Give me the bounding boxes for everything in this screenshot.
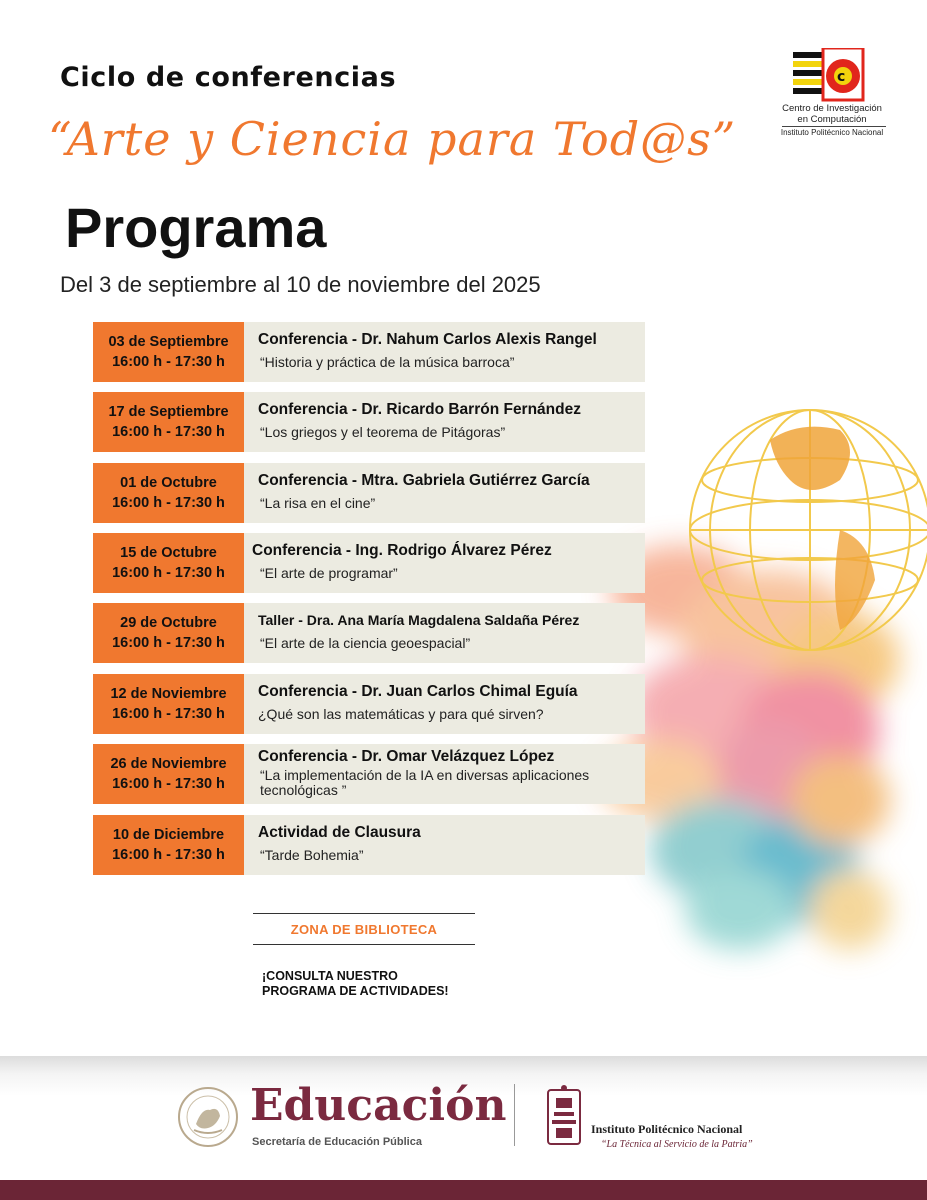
- event-time: 16:00 h - 17:30 h: [112, 706, 225, 722]
- event-date-box: [93, 533, 244, 593]
- venue-label: ZONA DE BIBLIOTECA: [290, 922, 438, 937]
- event-date-box: [93, 815, 244, 875]
- event-info: [244, 533, 645, 593]
- event-title: Conferencia - Dr. Omar Velázquez López: [258, 748, 555, 765]
- event-date: 01 de Octubre: [120, 475, 217, 491]
- series-title: Ciclo de conferencias: [60, 62, 397, 93]
- event-title: Taller - Dra. Ana María Magdalena Saldaña Pérez: [258, 612, 580, 628]
- education-wordmark: Educación: [250, 1080, 507, 1131]
- event-series-name: “Arte y Ciencia para Tod@s”: [48, 112, 737, 166]
- event-row: [93, 392, 645, 452]
- event-date: 03 de Septiembre: [108, 334, 229, 350]
- cic-name: [772, 103, 892, 125]
- event-subtitle: “La implementación de la IA en diversas aplicaciones tecnológicas ”: [260, 767, 590, 798]
- event-title: Actividad de Clausura: [258, 824, 421, 841]
- program-dates: Del 3 de septiembre al 10 de noviembre del 2025: [60, 272, 541, 297]
- event-time: 16:00 h - 17:30 h: [112, 495, 225, 511]
- svg-text:c: c: [837, 69, 846, 85]
- event-row: [93, 815, 645, 875]
- event-row: [93, 322, 645, 382]
- event-subtitle: “La risa en el cine”: [260, 495, 376, 511]
- event-title: Conferencia - Dr. Ricardo Barrón Fernández: [258, 401, 581, 418]
- cta-line2: PROGRAMA DE ACTIVIDADES!: [262, 984, 449, 998]
- cic-institute: Instituto Politécnico Nacional: [780, 128, 884, 137]
- event-time: 16:00 h - 17:30 h: [112, 635, 225, 651]
- cic-logo: [793, 48, 865, 104]
- event-time: 16:00 h - 17:30 h: [112, 424, 225, 440]
- event-title: Conferencia - Dr. Juan Carlos Chimal Eguía: [258, 683, 578, 700]
- event-subtitle: ¿Qué son las matemáticas y para qué sirven?: [258, 706, 544, 722]
- event-date-box: [93, 392, 244, 452]
- event-subtitle: “Historia y práctica de la música barroca”: [260, 354, 515, 370]
- event-row: [93, 533, 645, 593]
- event-row: [93, 674, 645, 734]
- event-date-box: [93, 463, 244, 523]
- event-date-box: [93, 322, 244, 382]
- event-row: [93, 603, 645, 663]
- call-to-action: [262, 969, 502, 999]
- event-info: [244, 815, 645, 875]
- event-date: 17 de Septiembre: [108, 404, 229, 420]
- event-date-box: [93, 674, 244, 734]
- event-date: 10 de Diciembre: [112, 827, 225, 843]
- cic-name-line2: en Computación: [797, 114, 867, 125]
- event-date-box: [93, 744, 244, 804]
- venue-bottom-rule: [253, 944, 475, 945]
- event-subtitle: “Tarde Bohemia”: [260, 847, 364, 863]
- venue-top-rule: [253, 913, 475, 914]
- event-row: [93, 463, 645, 523]
- event-date: 26 de Noviembre: [110, 756, 227, 772]
- event-info: [244, 322, 645, 382]
- bottom-bar: [0, 1180, 927, 1200]
- event-subtitle: “El arte de programar”: [260, 565, 398, 581]
- event-row: [93, 744, 645, 804]
- event-title: Conferencia - Dr. Nahum Carlos Alexis Rangel: [258, 331, 597, 348]
- ipn-name: Instituto Politécnico Nacional: [591, 1122, 743, 1136]
- event-time: 16:00 h - 17:30 h: [112, 776, 225, 792]
- event-date: 29 de Octubre: [120, 615, 217, 631]
- event-time: 16:00 h - 17:30 h: [112, 354, 225, 370]
- event-date: 12 de Noviembre: [110, 686, 227, 702]
- program-heading: Programa: [65, 196, 327, 259]
- sep-name: Secretaría de Educación Pública: [252, 1136, 422, 1148]
- cta-line1: ¡CONSULTA NUESTRO: [262, 969, 398, 983]
- event-time: 16:00 h - 17:30 h: [112, 565, 225, 581]
- event-info: [244, 392, 645, 452]
- footer-divider: [514, 1084, 515, 1146]
- ipn-motto: “La Técnica al Servicio de la Patria”: [601, 1139, 753, 1150]
- cic-name-line1: Centro de Investigación: [782, 103, 882, 114]
- event-title: Conferencia - Ing. Rodrigo Álvarez Pérez: [252, 542, 552, 559]
- event-date: 15 de Octubre: [120, 545, 217, 561]
- event-title: Conferencia - Mtra. Gabriela Gutiérrez García: [258, 472, 590, 489]
- event-subtitle: “El arte de la ciencia geoespacial”: [260, 635, 471, 651]
- mexico-seal-icon: [176, 1086, 240, 1148]
- event-info: [244, 674, 645, 734]
- event-subtitle: “Los griegos y el teorema de Pitágoras”: [260, 424, 506, 440]
- event-info: [244, 603, 645, 663]
- ipn-logo-icon: [544, 1084, 584, 1150]
- cic-divider: [782, 126, 886, 127]
- event-time: 16:00 h - 17:30 h: [112, 847, 225, 863]
- event-info: [244, 744, 645, 804]
- event-date-box: [93, 603, 244, 663]
- event-info: [244, 463, 645, 523]
